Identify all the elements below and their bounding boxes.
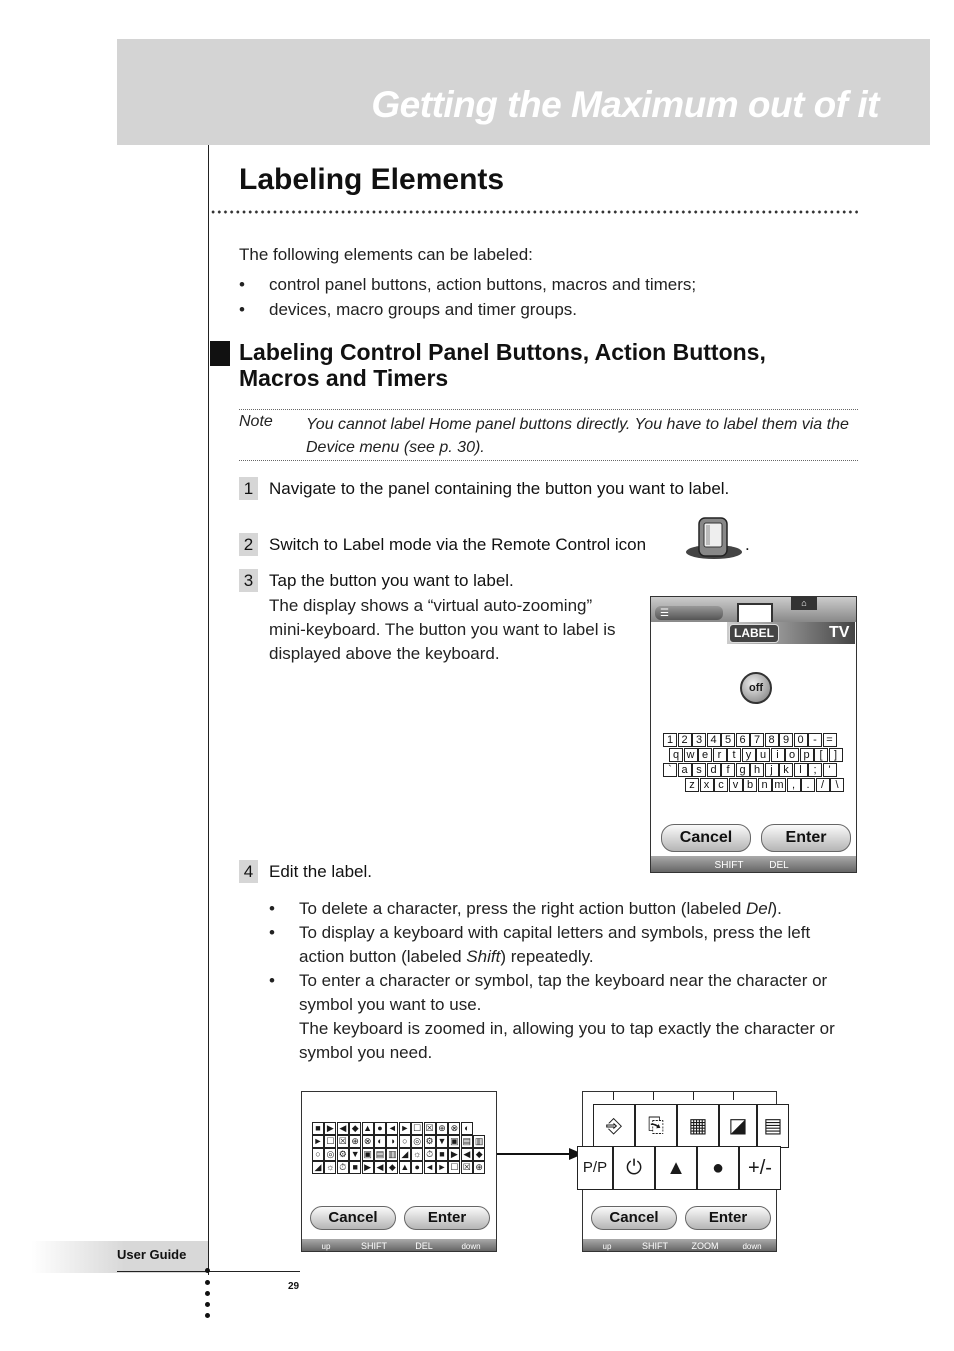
keyboard-key[interactable]: z <box>685 778 699 792</box>
symbol-key[interactable]: ▲ <box>400 1162 410 1172</box>
power-icon[interactable]: ⏻ <box>613 1146 655 1190</box>
keyboard-key[interactable]: ` <box>663 763 677 777</box>
edit-note: The keyboard is zoomed in, allowing you to tap exactly the character or symbol you need. <box>299 1019 835 1062</box>
symbol-key[interactable]: ■ <box>436 1148 448 1161</box>
shift-action-button[interactable]: SHIFT <box>361 1241 387 1251</box>
intro-text: The following elements can be labeled: <box>239 245 533 264</box>
person-icon[interactable]: ● <box>697 1146 739 1190</box>
keyboard-key[interactable]: . <box>801 778 815 792</box>
keyboard-key[interactable]: t <box>727 748 741 762</box>
del-action-button[interactable]: DEL <box>769 860 789 871</box>
symbol-key[interactable]: ⊕ <box>436 1122 448 1135</box>
step-text: Tap the button you want to label. <box>269 571 514 590</box>
edit-bullet: • To enter a character or symbol, tap the keyboard near the character or symbol you want to use. <box>269 971 828 1014</box>
symbol-key[interactable]: ☒ <box>425 1123 434 1133</box>
footer-dot <box>205 1313 210 1318</box>
keyboard-key[interactable]: = <box>823 733 837 747</box>
cancel-button[interactable]: Cancel <box>591 1206 677 1230</box>
keyboard-key[interactable]: 0 <box>794 733 808 747</box>
note-text: You cannot label Home panel buttons directly. You have to label them via the Device menu (see p. 30). <box>306 416 849 456</box>
up-action-button[interactable]: up <box>321 1242 331 1251</box>
symbol-key[interactable]: ▣ <box>450 1136 459 1146</box>
keyboard-key[interactable]: n <box>758 778 772 792</box>
symbol-key[interactable]: ◎ <box>324 1148 336 1161</box>
symbol-key[interactable]: ▲ <box>363 1123 373 1133</box>
step-number: 3 <box>239 569 258 592</box>
symbol-key[interactable]: ▶ <box>324 1122 336 1135</box>
symbol-keyboard-screen <box>301 1091 497 1252</box>
edit-bullet: • To display a keyboard with capital letters and symbols, press the left action button (labeled Shift) repeatedly. <box>269 923 811 966</box>
symbol-key[interactable]: ☒ <box>462 1162 471 1172</box>
keyboard-key[interactable]: a <box>678 763 692 777</box>
enter-button[interactable]: Enter <box>761 824 851 852</box>
symbol-key[interactable]: ◆ <box>349 1122 361 1135</box>
pip-key[interactable]: P/P <box>577 1146 613 1190</box>
zoom-key[interactable]: ◪ <box>719 1104 757 1148</box>
keyboard-key[interactable]: 4 <box>707 733 721 747</box>
label-screen <box>650 596 857 873</box>
symbol-key[interactable]: ☒ <box>338 1136 347 1146</box>
cancel-button[interactable]: Cancel <box>661 824 751 852</box>
symbol-key[interactable]: ▼ <box>437 1136 447 1146</box>
symbol-key[interactable]: ⏱ <box>337 1161 349 1174</box>
symbol-key[interactable]: ▶ <box>448 1148 460 1161</box>
symbol-key[interactable]: ◑ <box>386 1135 398 1148</box>
symbol-key[interactable]: ◐ <box>374 1135 386 1148</box>
keyboard-key[interactable]: g <box>736 763 750 777</box>
keyboard-key[interactable]: - <box>808 733 822 747</box>
list-icon: ☰ <box>660 608 669 619</box>
keyboard-key[interactable]: d <box>707 763 721 777</box>
keyboard-key[interactable]: h <box>750 763 764 777</box>
footer-dot <box>205 1291 210 1296</box>
zoomed-keyboard-screen <box>582 1091 783 1252</box>
step-text: Edit the label. <box>269 862 373 881</box>
symbol-key[interactable]: ☼ <box>326 1162 335 1172</box>
symbol-key[interactable]: ▤ <box>462 1136 472 1146</box>
enter-button[interactable]: Enter <box>404 1206 490 1230</box>
symbol-key[interactable]: ► <box>400 1123 410 1133</box>
symbol-key[interactable]: ▥ <box>388 1149 397 1159</box>
zoom-key[interactable]: ⎘ <box>635 1104 677 1148</box>
keyboard-key[interactable]: j <box>765 763 779 777</box>
zoom-action-button[interactable]: ZOOM <box>691 1241 719 1251</box>
margin-rule <box>208 145 209 1275</box>
keyboard-key[interactable]: w <box>684 748 698 762</box>
arrow-icon <box>497 1146 583 1162</box>
keyboard-key[interactable]: q <box>669 748 683 762</box>
keyboard-key[interactable]: ' <box>823 763 837 777</box>
zoom-key[interactable]: ▦ <box>677 1104 719 1148</box>
keyboard-key[interactable]: 3 <box>692 733 706 747</box>
symbol-key[interactable]: ▶ <box>362 1161 374 1174</box>
keyboard-key[interactable]: u <box>756 748 770 762</box>
note-box <box>239 409 858 461</box>
keyboard-key[interactable]: ; <box>808 763 822 777</box>
keyboard-key[interactable]: , <box>787 778 801 792</box>
keyboard-key[interactable]: i <box>771 748 785 762</box>
step-text: Navigate to the panel containing the button you want to label. <box>269 479 730 498</box>
keyboard-key[interactable]: 7 <box>750 733 764 747</box>
footer-dot <box>205 1280 210 1285</box>
cancel-button[interactable]: Cancel <box>310 1206 396 1230</box>
symbol-key[interactable]: ▣ <box>363 1149 372 1159</box>
keyboard-key[interactable]: x <box>700 778 714 792</box>
mini-keyboard[interactable] <box>663 733 853 793</box>
edit-bullet: • To delete a character, press the right action button (labeled Del). <box>269 899 782 918</box>
chapter-title: Getting the Maximum out of it <box>371 84 879 125</box>
symbol-key[interactable]: ☐ <box>413 1123 422 1133</box>
del-action-button[interactable]: DEL <box>415 1241 433 1251</box>
keyboard-key[interactable]: 9 <box>779 733 793 747</box>
footer-label: User Guide <box>117 1247 187 1262</box>
symbol-key[interactable]: ⚙ <box>338 1149 347 1159</box>
keyboard-key[interactable]: c <box>714 778 728 792</box>
shift-action-button[interactable]: SHIFT <box>642 1241 668 1251</box>
symbol-key[interactable]: ◀ <box>461 1148 473 1161</box>
keyboard-key[interactable]: 2 <box>678 733 692 747</box>
home-icon[interactable]: ⌂ <box>791 597 817 610</box>
footer-dot <box>205 1302 210 1307</box>
zoom-key[interactable]: ⎆ <box>593 1104 635 1148</box>
step-text: Switch to Label mode via the Remote Control icon <box>269 535 647 554</box>
section-marker <box>210 341 230 366</box>
symbol-key[interactable]: ◀ <box>374 1161 386 1174</box>
symbol-key[interactable]: ☐ <box>450 1162 459 1172</box>
keyboard-key[interactable]: v <box>729 778 743 792</box>
keyboard-key[interactable]: 8 <box>765 733 779 747</box>
keyboard-key[interactable]: e <box>698 748 712 762</box>
symbol-key[interactable]: ○ <box>312 1148 324 1161</box>
menu-button[interactable] <box>655 606 723 620</box>
symbol-key[interactable]: ► <box>437 1162 447 1172</box>
step-number: 4 <box>239 860 258 883</box>
symbol-key[interactable]: ● <box>374 1122 386 1135</box>
zoom-key[interactable]: ▤ <box>757 1104 789 1148</box>
keyboard-key[interactable]: 5 <box>721 733 735 747</box>
screen-bottom-bar <box>651 856 856 872</box>
keyboard-key[interactable]: \ <box>830 778 844 792</box>
note-label: Note <box>239 413 273 430</box>
symbol-key[interactable]: ⊗ <box>362 1135 374 1148</box>
remote-control-icon <box>684 516 744 560</box>
symbol-key[interactable]: ► <box>313 1136 323 1146</box>
symbol-key[interactable]: ◄ <box>425 1162 435 1172</box>
step-number: 1 <box>239 477 258 500</box>
symbol-key[interactable]: ⏱ <box>424 1148 436 1161</box>
symbol-key[interactable]: ● <box>411 1161 423 1174</box>
keyboard-key[interactable]: s <box>692 763 706 777</box>
symbol-key[interactable]: ⊕ <box>473 1161 485 1174</box>
keyboard-key[interactable]: y <box>742 748 756 762</box>
symbol-key[interactable]: ◆ <box>386 1161 398 1174</box>
symbol-key[interactable]: ◢ <box>312 1161 324 1174</box>
symbol-key[interactable]: ■ <box>312 1122 324 1135</box>
keyboard-key[interactable]: 6 <box>736 733 750 747</box>
symbol-key[interactable]: ▤ <box>375 1149 385 1159</box>
keyboard-key[interactable]: l <box>794 763 808 777</box>
keyboard-key[interactable]: 1 <box>663 733 677 747</box>
edit-instructions <box>269 897 839 1065</box>
keyboard-key[interactable]: o <box>785 748 799 762</box>
plus-minus-icon[interactable]: +/- <box>739 1146 781 1190</box>
keyboard-key[interactable]: m <box>772 778 786 792</box>
symbol-key[interactable]: ▼ <box>350 1149 360 1159</box>
page-heading: Labeling Elements <box>239 163 505 196</box>
symbol-key[interactable]: ■ <box>349 1161 361 1174</box>
symbol-keyboard[interactable] <box>312 1122 492 1182</box>
keyboard-key[interactable]: f <box>721 763 735 777</box>
keyboard-key[interactable]: ] <box>829 748 843 762</box>
footer-dot <box>205 1268 210 1273</box>
symbol-key[interactable]: ⊕ <box>349 1135 361 1148</box>
step-detail: The display shows a “virtual auto-zooming” mini-keyboard. The button you want to label is displayed above the keyboard. <box>269 596 616 663</box>
keyboard-key[interactable]: p <box>800 748 814 762</box>
mountain-icon[interactable]: ▲ <box>655 1146 697 1190</box>
symbol-key[interactable]: ◐ <box>461 1122 473 1135</box>
down-action-button[interactable]: down <box>742 1242 762 1251</box>
symbol-key[interactable]: ▥ <box>474 1136 484 1146</box>
symbol-key[interactable]: ⊗ <box>448 1122 460 1135</box>
symbol-key[interactable]: ⚙ <box>425 1136 434 1146</box>
symbol-key[interactable]: ◆ <box>473 1148 485 1161</box>
off-button[interactable]: off <box>740 672 772 704</box>
keyboard-key[interactable]: / <box>816 778 830 792</box>
keyboard-key[interactable]: b <box>743 778 757 792</box>
symbol-key[interactable]: ○ <box>399 1135 411 1148</box>
keyboard-key[interactable]: r <box>713 748 727 762</box>
step-suffix: . <box>745 535 750 554</box>
enter-button[interactable]: Enter <box>685 1206 771 1230</box>
section-heading: Labeling Control Panel Buttons, Action Buttons, Macros and Timers <box>239 339 766 391</box>
page-number: 29 <box>288 1281 300 1292</box>
shift-action-button[interactable]: SHIFT <box>714 860 744 871</box>
device-name: TV <box>829 624 850 641</box>
symbol-key[interactable]: ☼ <box>413 1149 422 1159</box>
up-action-button[interactable]: up <box>602 1242 612 1251</box>
symbol-key[interactable]: ◢ <box>399 1148 411 1161</box>
label-tab: LABEL <box>729 624 779 643</box>
dotted-divider <box>210 209 858 215</box>
down-action-button[interactable]: down <box>461 1242 481 1251</box>
keyboard-key[interactable]: [ <box>814 748 828 762</box>
symbol-key[interactable]: ☐ <box>326 1136 335 1146</box>
symbol-key[interactable]: ◀ <box>337 1122 349 1135</box>
symbol-key[interactable]: ◄ <box>387 1123 397 1133</box>
keyboard-key[interactable]: k <box>779 763 793 777</box>
symbol-key[interactable]: ◎ <box>411 1135 423 1148</box>
step-number: 2 <box>239 533 258 556</box>
